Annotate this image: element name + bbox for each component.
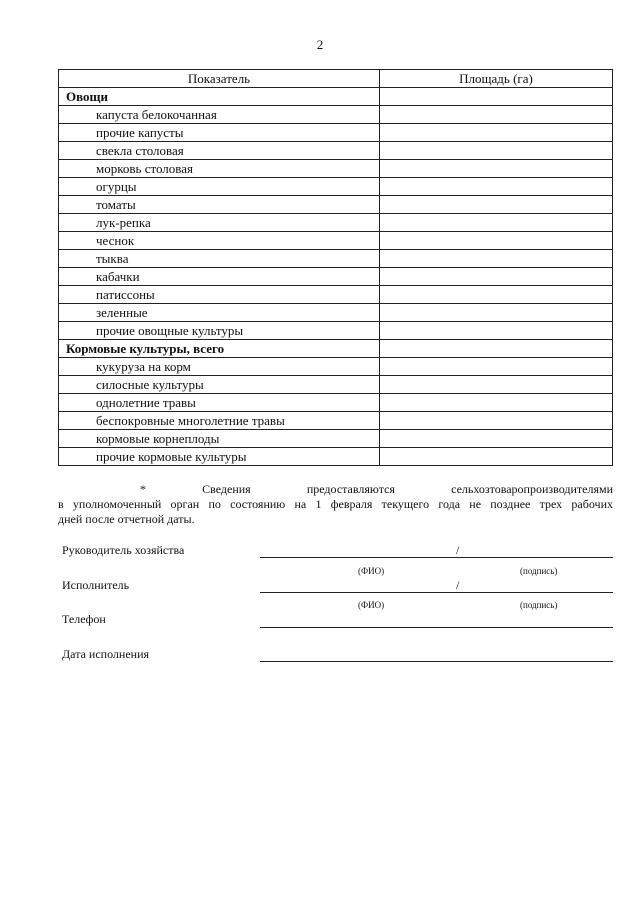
area-input-cell[interactable] <box>380 124 613 142</box>
crop-label: прочие кормовые культуры <box>59 448 380 466</box>
crop-label: кормовые корнеплоды <box>59 430 380 448</box>
executor-label: Исполнитель <box>62 578 130 592</box>
table-row <box>59 214 613 232</box>
crop-label: тыква <box>59 250 380 268</box>
crop-area-table <box>58 69 613 466</box>
footnote <box>58 482 613 527</box>
table-group-row <box>59 88 613 106</box>
table-row <box>59 106 613 124</box>
page-number: 2 <box>316 37 324 52</box>
area-input-cell[interactable] <box>380 430 613 448</box>
area-input-cell[interactable] <box>380 178 613 196</box>
area-input-cell[interactable] <box>380 412 613 430</box>
table-row <box>59 124 613 142</box>
crop-label: кабачки <box>59 268 380 286</box>
date-line[interactable] <box>260 661 613 662</box>
footnote-line-2: в уполномоченный орган по состоянию на 1 февраля текущего года не позднее трех рабочих <box>58 497 613 511</box>
column-header-indicator: Показатель <box>59 70 380 88</box>
footnote-mark: * <box>140 482 146 496</box>
area-input-cell[interactable] <box>380 394 613 412</box>
phone-label: Телефон <box>62 612 106 626</box>
area-input-cell[interactable] <box>380 232 613 250</box>
crop-label: зеленные <box>59 304 380 322</box>
area-input-cell[interactable] <box>380 196 613 214</box>
crop-label: морковь столовая <box>59 160 380 178</box>
head-of-farm-label: Руководитель хозяйства <box>62 543 185 557</box>
table-row <box>59 178 613 196</box>
area-input-cell[interactable] <box>380 340 613 358</box>
head-signature-caption: (подпись) <box>520 566 558 576</box>
area-input-cell[interactable] <box>380 358 613 376</box>
footnote-word-2: предоставляются <box>306 482 395 496</box>
footnote-word-3: сельхозтоваропроизводителями <box>451 482 613 496</box>
area-input-cell[interactable] <box>380 250 613 268</box>
crop-label: прочие овощные культуры <box>59 322 380 340</box>
area-input-cell[interactable] <box>380 322 613 340</box>
table-row <box>59 304 613 322</box>
area-input-cell[interactable] <box>380 448 613 466</box>
table-row <box>59 142 613 160</box>
table-row <box>59 250 613 268</box>
group-label: Овощи <box>59 88 380 106</box>
date-label: Дата исполнения <box>62 647 150 661</box>
table-row <box>59 394 613 412</box>
footnote-line-3: дней после отчетной даты. <box>58 512 195 526</box>
crop-label: кукуруза на корм <box>59 358 380 376</box>
crop-label: беспокровные многолетние травы <box>59 412 380 430</box>
area-input-cell[interactable] <box>380 304 613 322</box>
head-fio-caption: (ФИО) <box>358 566 385 576</box>
crop-label: свекла столовая <box>59 142 380 160</box>
table-row <box>59 322 613 340</box>
executor-fio-caption: (ФИО) <box>358 600 385 610</box>
area-input-cell[interactable] <box>380 376 613 394</box>
footnote-word-1: Сведения <box>202 482 251 496</box>
crop-label: капуста белокочанная <box>59 106 380 124</box>
column-header-area: Площадь (га) <box>380 70 613 88</box>
head-of-farm-slash: / <box>456 543 460 557</box>
crop-label: однолетние травы <box>59 394 380 412</box>
group-label: Кормовые культуры, всего <box>59 340 380 358</box>
table-row <box>59 412 613 430</box>
table-row <box>59 286 613 304</box>
crop-label: чеснок <box>59 232 380 250</box>
table-row <box>59 232 613 250</box>
area-input-cell[interactable] <box>380 286 613 304</box>
area-input-cell[interactable] <box>380 106 613 124</box>
crop-label: лук-репка <box>59 214 380 232</box>
crop-label: прочие капусты <box>59 124 380 142</box>
table-row <box>59 430 613 448</box>
executor-signature-caption: (подпись) <box>520 600 558 610</box>
table-row <box>59 268 613 286</box>
table-row <box>59 376 613 394</box>
phone-line[interactable] <box>260 627 613 628</box>
crop-label: патиссоны <box>59 286 380 304</box>
table-row <box>59 448 613 466</box>
table-row <box>59 196 613 214</box>
head-of-farm-signature-line[interactable] <box>260 557 613 558</box>
executor-signature-line[interactable] <box>260 592 613 593</box>
crop-label: силосные культуры <box>59 376 380 394</box>
area-input-cell[interactable] <box>380 214 613 232</box>
table-row <box>59 160 613 178</box>
table-row <box>59 358 613 376</box>
table-header-row <box>59 70 613 88</box>
executor-slash: / <box>456 578 460 592</box>
table-group-row <box>59 340 613 358</box>
area-input-cell[interactable] <box>380 88 613 106</box>
crop-label: томаты <box>59 196 380 214</box>
area-input-cell[interactable] <box>380 160 613 178</box>
crop-label: огурцы <box>59 178 380 196</box>
area-input-cell[interactable] <box>380 142 613 160</box>
area-input-cell[interactable] <box>380 268 613 286</box>
